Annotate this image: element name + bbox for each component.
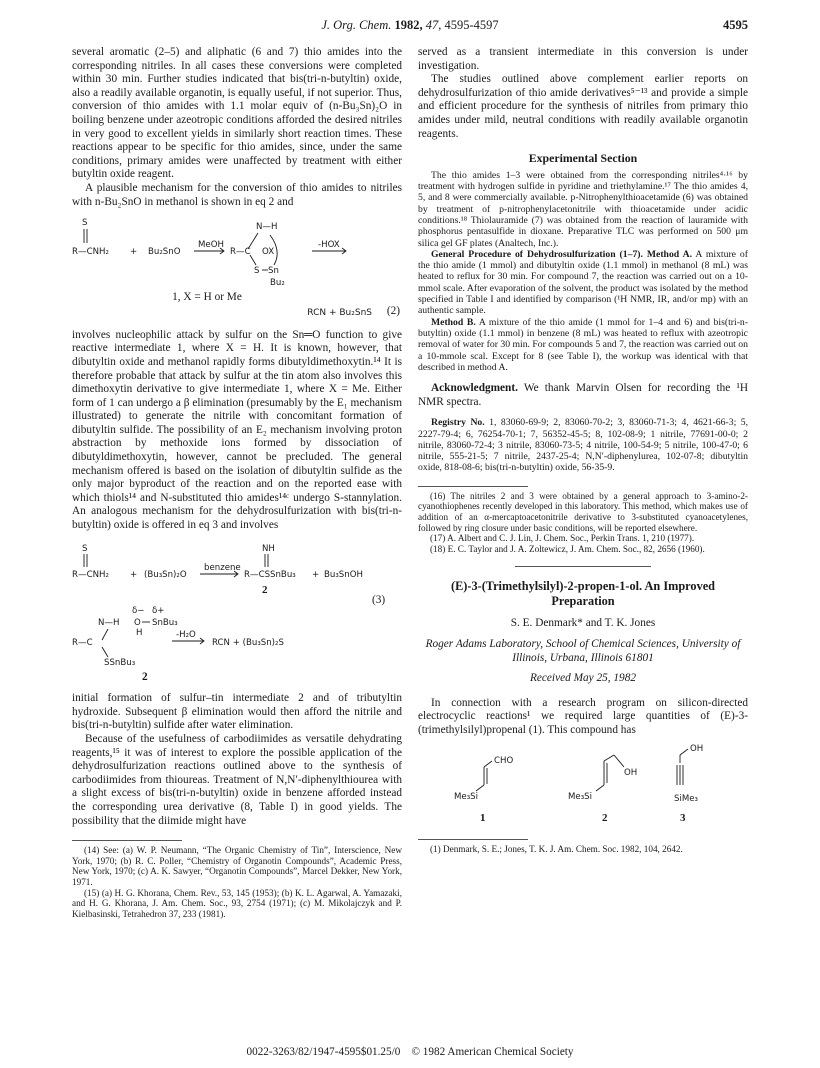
footnote: (18) E. C. Taylor and J. A. Zoltewicz, J. Am. Chem. Soc., 82, 2656 (1960). bbox=[430, 543, 705, 554]
eq2-bond bbox=[250, 255, 256, 265]
eq3-arrow2-label: -H₂O bbox=[176, 629, 196, 640]
structure3-bond bbox=[680, 749, 688, 755]
footnote: (1) Denmark, S. E.; Jones, T. K. J. Am. Chem. Soc. 1982, 104, 2642. bbox=[430, 844, 683, 855]
left-column bbox=[72, 46, 402, 919]
experimental-section bbox=[418, 170, 748, 373]
eq3-products: RCN + (Bu₃Sn)₂S bbox=[212, 637, 284, 648]
eq2-s: S bbox=[254, 266, 260, 277]
eq3-number: (3) bbox=[372, 593, 386, 606]
eq3-reagent: (Bu₃Sn)₂O bbox=[144, 569, 187, 580]
journal-year: 1982, bbox=[394, 18, 423, 32]
eq3-delta-minus: δ− bbox=[132, 605, 145, 616]
structure2-bond bbox=[604, 755, 614, 761]
structure1-cho: CHO bbox=[494, 756, 514, 767]
equation-3-scheme bbox=[72, 541, 402, 669]
paragraph: Because of the usefulness of carbodiimides as versatile dehydrating reagents,¹⁵ it was of interest to explore the possible application of the dehydrosulfurization reactions outlined above to the synthesis of carbodiimides from thioureas. Treatment of N,N′-diphenylthiourea with a slight excess of bis(tri-n-butyltin) oxide in benzene afforded instead the corresponding urea derivative (8, Table I) in good yields. The possibility that the diimide might have bbox=[72, 733, 402, 827]
article-affiliation: Roger Adams Laboratory, School of Chemical Sciences, University of Illinois, Urbana, Illinois 61801 bbox=[425, 637, 741, 664]
procedure-text: A mixture of the thio amide (1 mmol) and dibutyltin oxide (1.1 mmol) in methanol (8 mL) was heated to reflux for 30 min. For compound 7, the reaction was carried out on a 10-mmol scale. After evaporation of the solvent, the product was isolated by the method specified in Table I and identified by comparison (¹H NMR, IR, and/or mp) with an authentic sample. bbox=[418, 248, 748, 317]
structure2-oh: OH bbox=[624, 768, 638, 779]
eq2-plus: + bbox=[130, 247, 138, 258]
equation-2 bbox=[72, 209, 402, 321]
eq2-label: 1, X = H or Me bbox=[172, 291, 242, 304]
eq2-bu2: Bu₂ bbox=[270, 278, 285, 289]
eq3-nh: N—H bbox=[98, 617, 120, 628]
paragraph: served as a transient intermediate in this conversion is under investigation. bbox=[418, 46, 748, 72]
footnote: (14) See: (a) W. P. Neumann, “The Organic Chemistry of Tin”, Interscience, New York, 1970; (b) R. C. Poller, “Chemistry of Organotin Compounds”, Academic Press, New York, 1970; (c) A. K. Sawyer, “Organotin Compounds”, Marcel Dekker, New York, 1971. bbox=[72, 845, 402, 887]
article-authors: S. E. Denmark* and T. K. Jones bbox=[510, 617, 656, 630]
paragraph: A plausible mechanism for the conversion of thio amides to nitriles with n-Bu₂SnO in methanol is shown in eq 2 and bbox=[72, 181, 402, 208]
eq2-products: RCN + Bu₂SnS bbox=[307, 307, 372, 318]
article-code: 0022-3263/82/1947-4595$01.25/0 bbox=[246, 1046, 401, 1058]
eq2-number: (2) bbox=[386, 304, 400, 317]
structure3-sime3: SiMe₃ bbox=[674, 794, 698, 805]
eq3-ssnbu3: SSnBu₃ bbox=[104, 657, 136, 668]
equation-3 bbox=[72, 541, 402, 685]
eq3-intermediate-label: 2 bbox=[142, 670, 148, 683]
method-b-text: A mixture of the thio amide (1 mmol for 1–4 and 6) and bis(tri-n-butyltin) oxide (1.1 mmol) in benzene (8 mL) was heated to reflux with azeotropic removal of water for 30 min. For compounds 5 and 7, the reaction was carried out on a 10-mmole scal. Except for 8 (see Table I), the workup was identical with that described in method A. bbox=[418, 316, 748, 373]
eq3-compound-label: 2 bbox=[262, 583, 268, 596]
acknowledgment-heading: Acknowledgment. bbox=[431, 382, 518, 395]
paragraph: involves nucleophilic attack by sulfur on the Sn═O function to give reactive intermediate 1, where X = H. It is known, however, that dibutyltin oxide and methanol rapidly forms dibutyldimethoxytin.¹⁴ It is therefore probable that attack by sulfur at the tin atom also involves this dimethoxytin derivative to give intermediate 1, where X = Me. Either form of 1 can undergo a β elimination (presumably by the E₁ mechanism illustrated) to generate the nitrile with concomitant formation of dibutyltin sulfide. The possibility of an E₂ mechanism involving proton abstraction by methoxide ions formed by dissociation of dibutyldimethoxytin, however, cannot be precluded. The general mechanism offered is based on the isolation of dibutyltin sulfide as the only major byproduct of the reaction and on the reported ease with which thiols¹⁴ and N-substituted thio amides¹⁴ᶜ undergo S-stannylation. An analogous mechanism for the dehydrosulfurization with bis(tri-n-butyltin) oxide is offered in eq 3 and involves bbox=[72, 328, 402, 532]
eq2-arrow2-label: -HOX bbox=[318, 240, 340, 251]
eq3-byproduct: Bu₃SnOH bbox=[324, 569, 363, 580]
eq2-arrow-label: MeOH bbox=[198, 240, 224, 251]
eq2-sulfur: S bbox=[82, 218, 88, 229]
eq2-products-row bbox=[72, 305, 402, 321]
paragraph: several aromatic (2–5) and aliphatic (6 and 7) thio amides into the corresponding nitriles. In all cases these conversions were completed within 30 min. Further studies indicated that bis(tri-n-butyltin) oxide, also a readily available organotin, is equally useful, if not superior. Thus, conversion of thio amides with 1.1 molar equiv of (n-Bu₃Sn)₂O in boiling benzene under azeotropic conditions afforded the desired nitriles in very good to excellent yields in similarly short reaction times. These reactions appear to be specific for thio amides, since, under the same conditions, primary amides were unaffected by treatment with either butyltin oxide reagent. bbox=[72, 46, 402, 181]
structure1-bond bbox=[476, 785, 484, 791]
eq3-product: R—CSSnBu₃ bbox=[244, 569, 296, 580]
eq3-sulfur: S bbox=[82, 543, 88, 554]
structure2-number: 2 bbox=[602, 812, 608, 825]
journal-volume: 47, bbox=[425, 18, 442, 32]
eq3-h: H bbox=[136, 627, 143, 638]
paragraph: The studies outlined above complement earlier reports on dehydrosulfurization of thio amide derivatives⁵⁻¹³ and provide a simple and efficient procedure for the synthesis of nitriles from primary thio amides under mild, neutral conditions with readily available organotin reagents. bbox=[418, 73, 748, 140]
right-column bbox=[418, 46, 748, 855]
footnote-rule bbox=[72, 840, 182, 841]
structure3-number: 3 bbox=[680, 812, 686, 825]
structure2-bond bbox=[596, 785, 604, 791]
article-separator bbox=[515, 566, 651, 567]
registry-heading: Registry No. bbox=[431, 417, 485, 429]
footnote-rule bbox=[418, 486, 528, 487]
structure2-bond bbox=[614, 755, 624, 767]
eq3-delta-plus: δ+ bbox=[152, 605, 165, 616]
eq3-snbu3: SnBu₃ bbox=[152, 617, 178, 628]
journal-pages: 4595-4597 bbox=[444, 18, 499, 32]
structures-1-3 bbox=[418, 741, 748, 833]
running-header bbox=[72, 18, 748, 38]
eq3-thioamide: R—CNH₂ bbox=[72, 569, 109, 580]
eq3-carbon: R—C bbox=[72, 637, 93, 648]
paragraph: The thio amides 1–3 were obtained from the corresponding nitriles⁴·¹⁶ by treatment with hydrogen sulfide in pyridine and triethylamine.¹⁷ The thio amides 4, 5, and 8 were commercially available. p-Nitrophenylthioacetamide (6) was obtained by treatment of p-nitrophenylacetonitrile with thioacetamide under acidic conditions.¹⁸ Thiolauramide (7) was obtained from the reaction of lauramide with phosphorus pentasulfide in dioxane. Preparative TLC was performed on 500 μm silica gel GF plates (Analtech, Inc.). bbox=[418, 169, 748, 249]
received-date: Received May 25, 1982 bbox=[529, 672, 637, 685]
eq2-sn: Sn bbox=[268, 266, 279, 277]
structure1-me3si: Me₃Si bbox=[454, 792, 478, 803]
eq3-bond bbox=[102, 647, 108, 657]
page-footer bbox=[72, 1046, 748, 1058]
structure2-me3si: Me₃Si bbox=[568, 792, 592, 803]
eq2-thioamide: R—CNH₂ bbox=[72, 247, 109, 258]
eq3-plus: + bbox=[130, 569, 138, 580]
footnote: (15) (a) H. G. Khorana, Chem. Rev., 53, 145 (1953); (b) K. L. Agarwal, A. Yamazaki, and H. G. Khorana, J. Am. Chem. Soc., 93, 2754 (1971); (c) M. Mikolajczyk and P. Kielbasinski, Tetrahedron 37, 233 (1981). bbox=[72, 887, 402, 919]
left-footnotes bbox=[72, 840, 402, 919]
eq3-arrow-label: benzene bbox=[204, 562, 241, 573]
footnote: (16) The nitriles 2 and 3 were obtained by a general approach to 3-amino-2-cyanothiophenes recently developed in this laboratory. This method, which makes use of addition of an α-mercaptoacetonitrile derivative to 3-substituted cyanoacetylenes, followed by ring closure under basic conditions, will be reported elsewhere. bbox=[418, 490, 748, 533]
structure3-oh: OH bbox=[690, 744, 704, 755]
article-title: (E)-3-(Trimethylsilyl)-2-propen-1-ol. An Improved Preparation bbox=[450, 579, 716, 609]
eq3-plus: + bbox=[312, 569, 320, 580]
acknowledgment-text: We thank Marvin Olsen for recording the ¹H NMR spectra. bbox=[418, 382, 748, 408]
eq2-ox: OX bbox=[262, 247, 275, 258]
eq3-nh: NH bbox=[262, 543, 275, 554]
procedure-heading: General Procedure of Dehydrosulfurization (1–7). Method A. bbox=[431, 248, 693, 260]
eq2-carbon: R—C bbox=[230, 247, 251, 258]
eq2-nh: N—H bbox=[256, 222, 278, 233]
eq2-reagent: Bu₂SnO bbox=[148, 247, 181, 258]
journal-name: J. Org. Chem. bbox=[321, 18, 392, 32]
footnote: (17) A. Albert and C. J. Lin, J. Chem. Soc., Perkin Trans. 1, 210 (1977). bbox=[430, 533, 695, 544]
structure1-bond bbox=[484, 761, 492, 767]
eq3-bond bbox=[102, 629, 108, 640]
registry-text: 1, 83060-69-9; 2, 83060-70-2; 3, 83060-71-3; 4, 4621-66-3; 5, 2227-79-4; 6, 76254-70-1; 7, 56352-45-5; 8, 102-08-9; 1 nitrile, 77691-00-0; 2 nitrile, 83060-72-4; 3 nitrile, 83060-73-5; 4 nitrile, 100-54-9; 5 nitrile, 100-47-0; 6 nitrile, 555-21-5; 7 nitrile, 2437-25-4; N,N′-diphenylurea, 102-07-8; dibutyltin oxide, 818-08-6; bis(tri-n-butyltin) oxide, 56-35-9. bbox=[418, 417, 748, 474]
paragraph: In connection with a research program on silicon-directed electrocyclic reactions¹ we required large quantities of (E)-3-(trimethylsilyl)propenal (1). This compound has bbox=[418, 696, 748, 736]
footnote-rule bbox=[418, 839, 528, 840]
copyright: © 1982 American Chemical Society bbox=[411, 1046, 574, 1058]
right-bottom-footnotes bbox=[418, 839, 748, 855]
paragraph: initial formation of sulfur–tin intermediate 2 and of tributyltin hydroxide. Subsequent β elimination would then afford the nitrile and bis(tri-n-butyltin) sulfide after water elimination. bbox=[72, 692, 402, 732]
right-footnotes bbox=[418, 486, 748, 555]
structure1-number: 1 bbox=[480, 812, 486, 825]
page-number: 4595 bbox=[723, 18, 748, 32]
section-heading: Experimental Section bbox=[528, 151, 638, 166]
eq3-oxygen: O bbox=[134, 617, 141, 628]
journal-citation bbox=[72, 18, 748, 33]
method-b-heading: Method B. bbox=[431, 316, 476, 328]
